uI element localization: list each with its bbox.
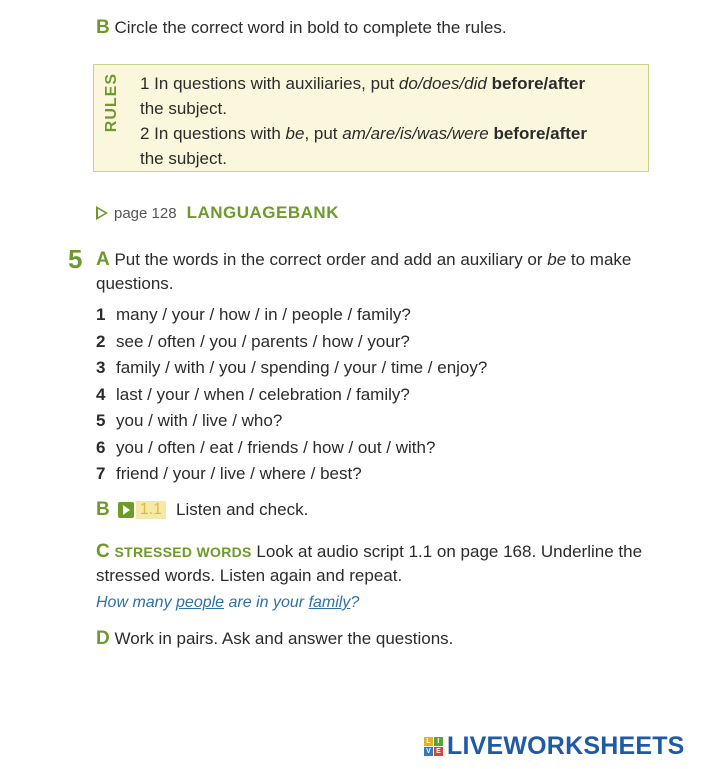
- rules-text: [140, 71, 640, 171]
- item-text: last / your / when / celebration / family?: [116, 384, 410, 404]
- item-text: many / your / how / in / people / family?: [116, 305, 411, 324]
- exercise-letter: B: [96, 17, 110, 38]
- liveworksheets-logo-icon: [424, 737, 443, 756]
- exercise-5d: [96, 627, 656, 651]
- instruction-text: Put the words in the correct order and add an auxiliary or: [114, 250, 548, 269]
- rule-2: [140, 121, 640, 171]
- rule-1-option-after[interactable]: after: [548, 74, 586, 93]
- item-number: 7: [96, 464, 106, 483]
- item-text: see / often / you / parents / how / your?: [116, 331, 410, 351]
- exercise-number: 5: [68, 244, 83, 274]
- rule-2-option-before[interactable]: before: [493, 124, 546, 143]
- rule-1-option-before[interactable]: before: [491, 74, 544, 93]
- item-text: you / often / eat / friends / how / out / with?: [116, 437, 436, 457]
- rule-1-text: 1 In questions with auxiliaries, put: [140, 74, 399, 93]
- logo-square: L: [424, 737, 433, 746]
- exercise-5b: [96, 499, 308, 521]
- rule-1-end: the subject.: [140, 99, 227, 118]
- language-bank-label: [187, 203, 339, 223]
- play-icon[interactable]: [118, 502, 134, 518]
- list-item: [96, 329, 656, 356]
- instruction-text: Work in pairs. Ask and answer the questions.: [114, 629, 454, 648]
- list-item: [96, 302, 656, 329]
- language-bank-label-part2: BANK: [287, 203, 339, 222]
- list-item: [96, 355, 656, 382]
- triangle-arrow-icon: [96, 206, 108, 220]
- exercise-letter: C: [96, 541, 110, 562]
- rule-2-end: the subject.: [140, 149, 227, 168]
- rule-1-separator: /: [543, 74, 549, 93]
- instruction-text: Listen and check.: [175, 500, 309, 519]
- instruction-text-end: to make questions.: [96, 250, 632, 293]
- exercise-5a-instruction: [96, 248, 676, 296]
- logo-square: E: [434, 747, 443, 756]
- example-text: ?: [350, 594, 360, 611]
- logo-text: LIVEWORKSHEETS: [447, 732, 685, 760]
- audio-track-number: 1.1: [136, 501, 166, 519]
- item-number: 3: [96, 358, 106, 377]
- rules-tab: [94, 65, 130, 171]
- rules-label: RULES: [103, 73, 120, 133]
- exercise-b-instruction: [96, 16, 696, 40]
- list-item: [96, 408, 656, 435]
- instruction-text: Circle the correct word in bold to complete the rules.: [114, 18, 507, 37]
- rule-2-be: be: [285, 124, 305, 143]
- item-number: 4: [96, 384, 106, 404]
- language-bank-label-part1: LANGUAGE: [186, 203, 288, 222]
- question-list: [96, 302, 656, 488]
- example-text: How many: [96, 594, 177, 611]
- item-number: 1: [96, 305, 106, 324]
- language-bank-page: page 128: [114, 204, 177, 222]
- logo-square: V: [424, 747, 433, 756]
- rule-2-option-after[interactable]: after: [550, 124, 587, 143]
- rule-2-forms: am/are/is/was/were: [342, 124, 489, 143]
- exercise-5c: [96, 540, 656, 588]
- rule-2-separator: /: [545, 124, 551, 143]
- item-number: 5: [96, 411, 106, 430]
- language-bank-link[interactable]: [96, 203, 339, 223]
- rule-2-mid: , put: [304, 124, 343, 143]
- logo-square: I: [434, 737, 443, 746]
- item-text: family / with / you / spending / your / time / enjoy?: [116, 358, 488, 377]
- exercise-letter: A: [96, 249, 110, 270]
- rule-1-auxiliaries: do/does/did: [398, 74, 487, 93]
- exercise-letter: D: [96, 628, 110, 649]
- example-underlined-word: people: [176, 594, 225, 611]
- item-text: you / with / live / who?: [116, 411, 283, 430]
- liveworksheets-logo: [424, 732, 685, 761]
- stressed-words-label: STRESSED WORDS: [114, 544, 252, 560]
- example-sentence: [96, 594, 359, 612]
- item-number: 2: [96, 331, 106, 351]
- rules-box: [93, 64, 649, 172]
- example-underlined-word: family: [308, 594, 351, 611]
- exercise-letter: B: [96, 499, 110, 520]
- rule-2-text: 2 In questions with: [140, 124, 286, 143]
- list-item: [96, 461, 656, 488]
- rule-1: [140, 71, 640, 121]
- example-text: are in your: [224, 594, 309, 611]
- instruction-italic: be: [547, 250, 567, 269]
- item-text: friend / your / live / where / best?: [116, 464, 362, 483]
- list-item: [96, 382, 656, 409]
- instruction-text: Look at audio script 1.1 on page 168. Underline the stressed words. Listen again and repeat.: [96, 542, 643, 585]
- list-item: [96, 435, 656, 462]
- item-number: 6: [96, 437, 106, 457]
